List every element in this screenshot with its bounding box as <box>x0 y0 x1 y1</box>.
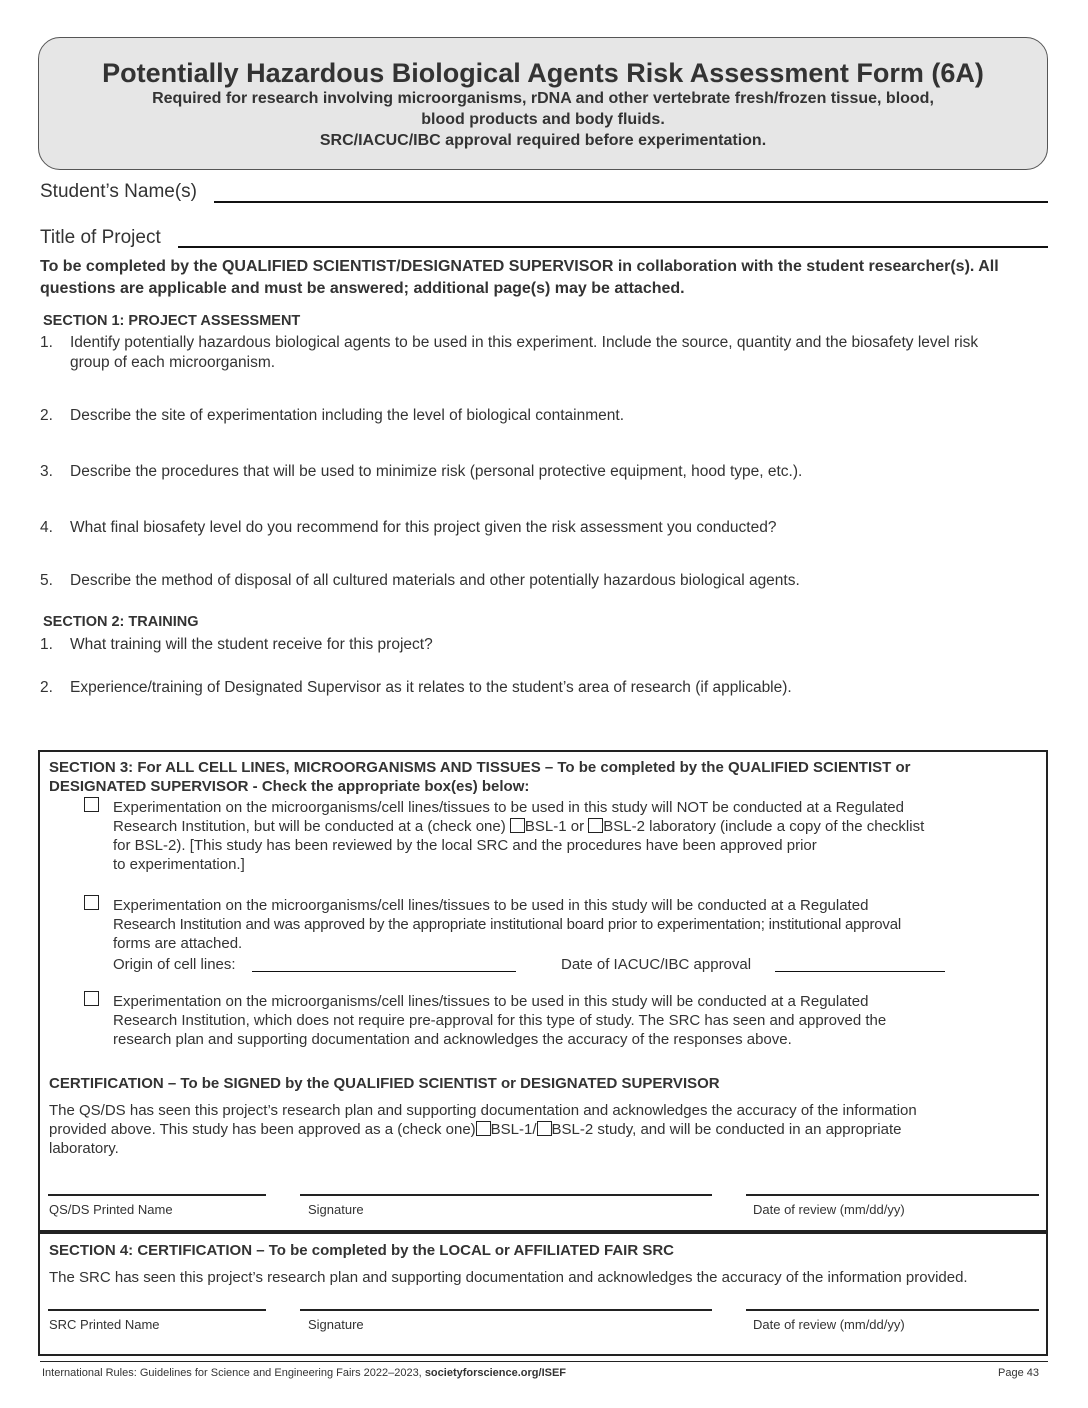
src-signature-field[interactable] <box>300 1309 712 1311</box>
student-name-label: Student’s Name(s) <box>40 181 197 202</box>
qsds-date-label: Date of review (mm/dd/yy) <box>753 1202 905 1217</box>
section3-heading-line2: DESIGNATED SUPERVISOR - Check the appropriate box(es) below: <box>49 778 530 795</box>
question-number: 3. <box>40 463 53 480</box>
src-printed-name-field[interactable] <box>48 1309 266 1311</box>
section3-heading-line1: SECTION 3: For ALL CELL LINES, MICROORGANISMS AND TISSUES – To be completed by the QUALIFIED SCIENTIST or <box>49 759 911 776</box>
option1-line2 <box>113 817 1043 836</box>
option1-line2-text: Research Institution, but will be conducted at a (check one) <box>113 818 510 835</box>
iacuc-ibc-date-label: Date of IACUC/IBC approval <box>561 956 752 973</box>
section2-question-1 <box>40 635 1000 657</box>
option1-line4: to experimentation.] <box>113 856 245 873</box>
option1-line3: for BSL-2). [This study has been reviewed by the local SRC and the procedures have been approved prior <box>113 837 817 854</box>
question-number: 2. <box>40 679 53 696</box>
section1-question-4 <box>40 518 1000 540</box>
question-text: Describe the site of experimentation including the level of biological containment. <box>70 407 625 424</box>
question-text: What final biosafety level do you recommend for this project given the risk assessment you conducted? <box>70 519 777 536</box>
option1-checkbox[interactable] <box>84 797 99 812</box>
origin-cell-lines-label: Origin of cell lines: <box>113 956 236 973</box>
src-date-field[interactable] <box>746 1309 1039 1311</box>
section4-heading: SECTION 4: CERTIFICATION – To be completed by the LOCAL or AFFILIATED FAIR SRC <box>49 1242 675 1259</box>
qsds-printed-name-field[interactable] <box>48 1194 266 1196</box>
bsl1-checkbox[interactable] <box>510 818 525 833</box>
header-subtitle-1: Required for research involving microorganisms, rDNA and other vertebrate fresh/frozen tissue, blood, <box>152 90 934 107</box>
footer-rule <box>40 1361 1048 1362</box>
qsds-signature-label: Signature <box>308 1202 364 1217</box>
question-number: 1. <box>40 636 53 653</box>
section4-text: The SRC has seen this project’s research plan and supporting documentation and acknowledges the accuracy of the information provided. <box>49 1269 968 1286</box>
cert-bsl1-label: BSL-1/ <box>490 1121 537 1138</box>
option3-checkbox[interactable] <box>84 991 99 1006</box>
certification-line2 <box>49 1120 1044 1139</box>
question-number: 2. <box>40 407 53 424</box>
section1-question-3 <box>40 462 1000 484</box>
section1-question-1 <box>40 333 1000 375</box>
header-subtitle-2: blood products and body fluids. <box>421 111 665 128</box>
certification-heading: CERTIFICATION – To be SIGNED by the QUALIFIED SCIENTIST or DESIGNATED SUPERVISOR <box>49 1075 720 1092</box>
project-title-label: Title of Project <box>40 227 161 248</box>
bsl1-label: BSL-1 or <box>524 818 589 835</box>
footer-text: International Rules: Guidelines for Science and Engineering Fairs 2022–2023, <box>42 1367 425 1379</box>
origin-cell-lines-field[interactable] <box>252 971 516 972</box>
bsl2-checkbox[interactable] <box>588 818 603 833</box>
question-text: Describe the method of disposal of all cultured materials and other potentially hazardous biological agents. <box>70 572 800 589</box>
question-text: Describe the procedures that will be used to minimize risk (personal protective equipment, hood type, etc.). <box>70 463 803 480</box>
option1-line1: Experimentation on the microorganisms/cell lines/tissues to be used in this study will NOT be conducted at a Regulated <box>113 799 904 816</box>
qsds-date-field[interactable] <box>746 1194 1039 1196</box>
section1-question-5 <box>40 571 1000 593</box>
qsds-printed-name-label: QS/DS Printed Name <box>49 1202 173 1217</box>
cert-bsl2-label: BSL-2 study, and will be conducted in an appropriate <box>551 1121 902 1138</box>
src-date-label: Date of review (mm/dd/yy) <box>753 1317 905 1332</box>
page-number: Page 43 <box>998 1367 1039 1379</box>
cert-bsl1-checkbox[interactable] <box>476 1121 491 1136</box>
question-text: What training will the student receive for this project? <box>70 636 433 653</box>
qsds-signature-field[interactable] <box>300 1194 712 1196</box>
option1-text <box>113 798 1043 874</box>
option3-line2: Research Institution, which does not require pre-approval for this type of study. The SRC has seen and approved the <box>113 1012 887 1029</box>
certification-line3: laboratory. <box>49 1140 119 1157</box>
src-signature-label: Signature <box>308 1317 364 1332</box>
option3-text <box>113 992 1043 1049</box>
option3-line3: research plan and supporting documentation and acknowledges the accuracy of the responses above. <box>113 1031 792 1048</box>
question-text: Experience/training of Designated Supervisor as it relates to the student’s area of research (if applicable). <box>70 679 792 696</box>
option3-line1: Experimentation on the microorganisms/cell lines/tissues to be used in this study will be conducted at a Regulated <box>113 993 869 1010</box>
footer-citation <box>42 1367 566 1379</box>
header-subtitle-3: SRC/IACUC/IBC approval required before experimentation. <box>319 132 767 149</box>
section2-question-2 <box>40 678 1000 700</box>
option2-line1: Experimentation on the microorganisms/cell lines/tissues to be used in this study will be conducted at a Regulated <box>113 897 869 914</box>
section1-heading: SECTION 1: PROJECT ASSESSMENT <box>43 313 301 329</box>
certification-line1: The QS/DS has seen this project’s research plan and supporting documentation and acknowledges the accuracy of the information <box>49 1102 917 1119</box>
question-number: 5. <box>40 572 53 589</box>
form-title: Potentially Hazardous Biological Agents Risk Assessment Form (6A) <box>102 58 984 88</box>
certification-line2-text: provided above. This study has been approved as a (check one) <box>49 1121 476 1138</box>
certification-text <box>49 1101 1044 1158</box>
footer-link[interactable]: societyforscience.org/ISEF <box>424 1367 567 1379</box>
section2-heading: SECTION 2: TRAINING <box>43 614 199 630</box>
question-number: 1. <box>40 334 53 351</box>
form-header <box>38 37 1048 170</box>
student-name-field[interactable] <box>214 201 1048 203</box>
section1-question-2 <box>40 406 1000 428</box>
option2-line3: forms are attached. <box>113 935 243 952</box>
bsl2-label: BSL-2 laboratory (include a copy of the checklist <box>603 818 925 835</box>
option2-text <box>113 896 1048 953</box>
iacuc-ibc-date-field[interactable] <box>775 971 945 972</box>
instructions: To be completed by the QUALIFIED SCIENTIST/DESIGNATED SUPERVISOR in collaboration with the student researcher(s). All questions are applicable and must be answered; additional page(s) may be attached. <box>40 258 999 297</box>
option2-checkbox[interactable] <box>84 895 99 910</box>
question-number: 4. <box>40 519 53 536</box>
cert-bsl2-checkbox[interactable] <box>537 1121 552 1136</box>
project-title-field[interactable] <box>178 246 1048 248</box>
section3-heading <box>49 758 1039 796</box>
src-printed-name-label: SRC Printed Name <box>49 1317 160 1332</box>
question-text: Identify potentially hazardous biological agents to be used in this experiment. Include the source, quantity and the biosafety level risk group of each microorganism. <box>70 334 979 371</box>
option2-line2: Research Institution and was approved by the appropriate institutional board prior to experimentation; institutional approval <box>113 916 901 933</box>
